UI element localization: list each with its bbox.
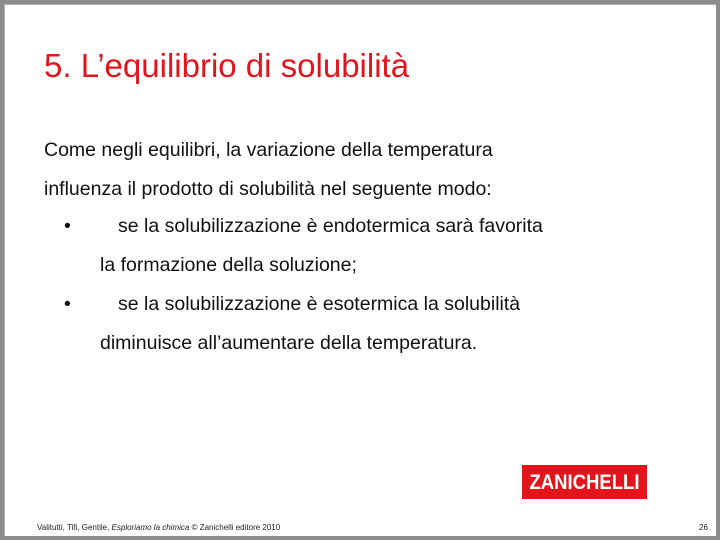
slide bbox=[4, 4, 716, 536]
bullet-line-1: se la solubilizzazione è esotermica la solubilità bbox=[118, 293, 521, 315]
bullet-icon: • bbox=[64, 293, 71, 315]
list-item bbox=[64, 207, 684, 285]
zanichelli-logo bbox=[522, 465, 647, 499]
bullet-line-2: la formazione della soluzione; bbox=[100, 254, 357, 276]
footer-book-title: Esploriamo la chimica bbox=[111, 523, 190, 532]
footer-credit bbox=[37, 523, 280, 532]
slide-title: 5. L’equilibrio di solubilità bbox=[44, 47, 410, 84]
footer-authors: Valitutti, Tifi, Gentile, bbox=[37, 523, 112, 532]
bullet-line-2: diminuisce all’aumentare della temperatura. bbox=[100, 332, 478, 354]
bullet-line-1: se la solubilizzazione è endotermica sarà favorita bbox=[118, 215, 543, 237]
intro-line-1: Come negli equilibri, la variazione della temperatura bbox=[44, 139, 493, 161]
logo-text: ZANICHELLI bbox=[529, 471, 640, 494]
bullet-list bbox=[64, 207, 684, 363]
list-item bbox=[64, 285, 684, 363]
page-number: 26 bbox=[699, 523, 708, 532]
logo-wordmark bbox=[527, 469, 642, 495]
intro-line-2: influenza il prodotto di solubilità nel seguente modo: bbox=[44, 178, 492, 200]
bullet-icon: • bbox=[64, 215, 71, 237]
footer-publisher: © Zanichelli editore 2010 bbox=[189, 523, 281, 532]
intro-paragraph bbox=[44, 131, 684, 209]
